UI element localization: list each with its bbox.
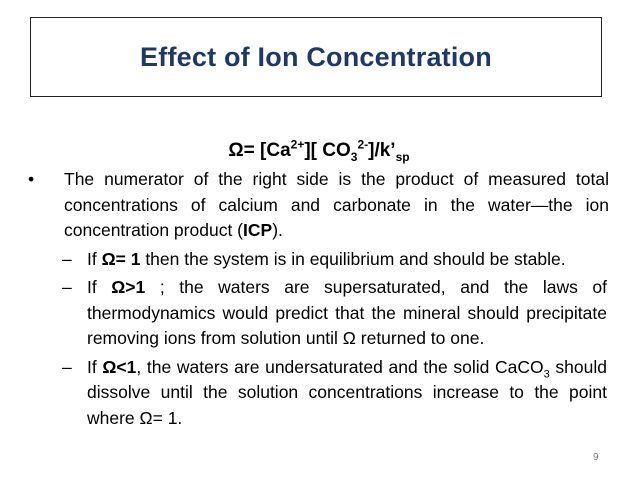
subbullet-text	[87, 275, 607, 352]
subbullet-text	[87, 355, 607, 432]
subbullet-supersaturated	[24, 275, 609, 352]
sub-bold: Ω<1	[102, 356, 137, 377]
dash-mark: –	[62, 248, 72, 269]
bullet-text-b: ).	[272, 220, 283, 240]
sub-bold: Ω>1	[111, 277, 146, 297]
dash-mark: –	[62, 356, 72, 377]
formula-part-eq: = [Ca	[243, 140, 291, 161]
sub-rest: then the system is in equilibrium and should be stable.	[140, 248, 566, 269]
co3-subscript: 3	[350, 149, 358, 164]
main-bullet	[24, 167, 609, 244]
saturation-formula	[0, 137, 638, 164]
caco3-subscript: 3	[543, 368, 550, 380]
slide-title: Effect of Ion Concentration	[140, 41, 492, 72]
formula-part-tail: ]/k’	[368, 140, 396, 161]
bullet-icp: ICP	[243, 220, 273, 240]
sub-lead: If	[87, 356, 103, 377]
ksp-subscript: sp	[395, 149, 410, 164]
sub-lead: If	[87, 277, 112, 297]
co3-charge: 2-	[357, 137, 369, 152]
slide-body	[24, 167, 609, 431]
title-box	[30, 17, 602, 97]
omega-symbol: Ω	[228, 140, 244, 161]
ca-charge: 2+	[290, 137, 305, 152]
bullet-mark: •	[28, 169, 35, 189]
dash-mark: –	[62, 277, 72, 297]
subbullet-undersaturated	[24, 355, 609, 432]
bullet-text	[64, 167, 609, 244]
sub-rest: , the waters are undersaturated and the solid CaCO	[136, 356, 544, 377]
formula-part-mid: ][ CO	[304, 140, 351, 161]
sub-rest: ; the waters are supersaturated, and the laws of thermodynamics would predict that the mineral should precipitate removing ions from solution until Ω returned to one.	[87, 277, 607, 348]
sub-lead: If	[87, 248, 102, 269]
subbullet-text	[87, 247, 607, 273]
subbullet-equilibrium	[24, 247, 609, 273]
page-number: 9	[593, 452, 599, 463]
sub-bold: Ω= 1	[101, 248, 141, 269]
sub-rest-tail: should dissolve until the solution concentrations increase to the point where Ω= 1.	[87, 356, 607, 428]
bullet-text-a: The numerator of the right side is the product of measured total concentrations of calcium and carbonate in the water—the ion concentration product (	[64, 169, 609, 240]
